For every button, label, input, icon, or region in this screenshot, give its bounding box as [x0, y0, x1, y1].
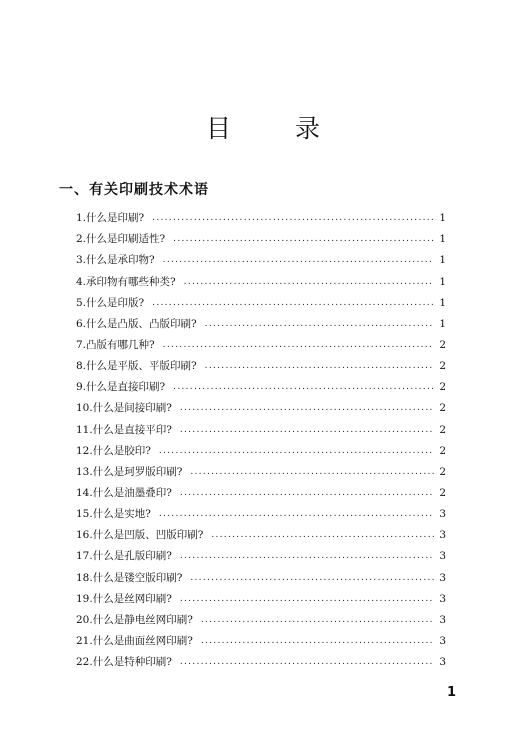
toc-entry-label: 8.什么是平版、平版印刷? [76, 360, 197, 373]
toc-leader-dots [163, 253, 434, 267]
toc-leader-dots [173, 380, 434, 394]
toc-entry-page: 3 [439, 508, 446, 521]
toc-entry-label: 20.什么是静电丝网印刷? [76, 613, 193, 626]
toc-entry[interactable] [76, 310, 446, 331]
toc-leader-dots [152, 296, 434, 310]
toc-leader-dots [205, 359, 434, 373]
toc-entry-label: 9.什么是直接印刷? [76, 381, 166, 394]
toc-entry[interactable] [76, 415, 446, 436]
toc-entry-label: 13.什么是珂罗版印刷? [76, 465, 183, 478]
toc-entry[interactable] [76, 246, 446, 267]
toc-entry-label: 2.什么是印刷适性? [76, 233, 166, 246]
toc-entry-label: 11.什么是直接平印? [76, 423, 172, 436]
toc-entry-page: 1 [439, 275, 446, 288]
toc-entry-label: 4.承印物有哪些种类? [76, 275, 176, 288]
toc-leader-dots [173, 232, 434, 246]
toc-entry[interactable] [76, 394, 446, 415]
toc-entry-label: 18.什么是镂空版印刷? [76, 571, 183, 584]
toc-entry[interactable] [76, 289, 446, 310]
toc-entry-page: 2 [439, 381, 446, 394]
toc-leader-dots [201, 634, 434, 648]
toc-entry-page: 2 [439, 423, 446, 436]
toc-entry-page: 3 [439, 529, 446, 542]
toc-entry[interactable] [76, 627, 446, 648]
toc-entry-label: 5.什么是印版? [76, 296, 145, 309]
page-number: 1 [447, 685, 457, 700]
toc-entry[interactable] [76, 267, 446, 288]
toc-leader-dots [180, 549, 434, 563]
toc-leader-dots [211, 528, 434, 542]
toc-entry-page: 3 [439, 613, 446, 626]
toc-entry-page: 2 [439, 402, 446, 415]
toc-entry-page: 1 [439, 296, 446, 309]
toc-leader-dots [190, 571, 434, 585]
toc-entry-page: 1 [439, 254, 446, 267]
toc-entry-page: 3 [439, 634, 446, 647]
toc-entry[interactable] [76, 648, 446, 669]
toc-leader-dots [205, 317, 434, 331]
toc-entry-page: 3 [439, 550, 446, 563]
toc-entry-label: 14.什么是油墨叠印? [76, 486, 172, 499]
toc-entry[interactable] [76, 458, 446, 479]
toc-entry-page: 3 [439, 656, 446, 669]
toc-entry-label: 10.什么是间接印刷? [76, 402, 172, 415]
toc-entry-page: 2 [439, 360, 446, 373]
toc-leader-dots [180, 401, 434, 415]
toc-entry-page: 3 [439, 571, 446, 584]
toc-entry-page: 1 [439, 212, 446, 225]
toc-entry-label: 12.什么是胶印? [76, 444, 151, 457]
toc-entry-label: 1.什么是印刷? [76, 212, 145, 225]
toc-leader-dots [152, 211, 434, 225]
toc-entry[interactable] [76, 225, 446, 246]
toc-entry[interactable] [76, 373, 446, 394]
toc-leader-dots [159, 507, 434, 521]
section-heading: 一、有关印刷技术术语 [59, 182, 209, 198]
toc-leader-dots [159, 444, 434, 458]
toc-entry-page: 1 [439, 317, 446, 330]
toc-entry-page: 2 [439, 465, 446, 478]
toc-leader-dots [190, 465, 434, 479]
toc-leader-dots [180, 592, 434, 606]
toc-entry[interactable] [76, 563, 446, 584]
toc-entry-label: 22.什么是特种印刷? [76, 656, 172, 669]
toc-entry-page: 1 [439, 233, 446, 246]
toc-entry-label: 3.什么是承印物? [76, 254, 155, 267]
toc-entry-label: 16.什么是凹版、凹版印刷? [76, 529, 204, 542]
toc-leader-dots [180, 655, 434, 669]
toc-entry[interactable] [76, 331, 446, 352]
toc-entry[interactable] [76, 542, 446, 563]
toc-leader-dots [201, 613, 434, 627]
toc-entry-page: 3 [439, 592, 446, 605]
toc-entry[interactable] [76, 521, 446, 542]
toc-entry[interactable] [76, 585, 446, 606]
toc-entry-page: 2 [439, 444, 446, 457]
toc-leader-dots [163, 338, 434, 352]
toc-leader-dots [180, 486, 434, 500]
toc-entry-label: 7.凸版有哪几种? [76, 338, 155, 351]
toc-entry[interactable] [76, 352, 446, 373]
toc-leader-dots [180, 423, 434, 437]
page-title: 目 录 [206, 114, 348, 143]
toc-entry-label: 21.什么是曲面丝网印刷? [76, 634, 193, 647]
toc-entry[interactable] [76, 437, 446, 458]
toc-entry[interactable] [76, 479, 446, 500]
toc-entry-page: 2 [439, 486, 446, 499]
toc-entry[interactable] [76, 204, 446, 225]
toc-entry-label: 6.什么是凸版、凸版印刷? [76, 317, 197, 330]
toc-entry[interactable] [76, 606, 446, 627]
toc-list [76, 204, 446, 669]
toc-entry-page: 2 [439, 338, 446, 351]
toc-leader-dots [184, 275, 434, 289]
toc-entry-label: 19.什么是丝网印刷? [76, 592, 172, 605]
toc-entry[interactable] [76, 500, 446, 521]
toc-entry-label: 17.什么是孔版印刷? [76, 550, 172, 563]
toc-entry-label: 15.什么是实地? [76, 508, 151, 521]
